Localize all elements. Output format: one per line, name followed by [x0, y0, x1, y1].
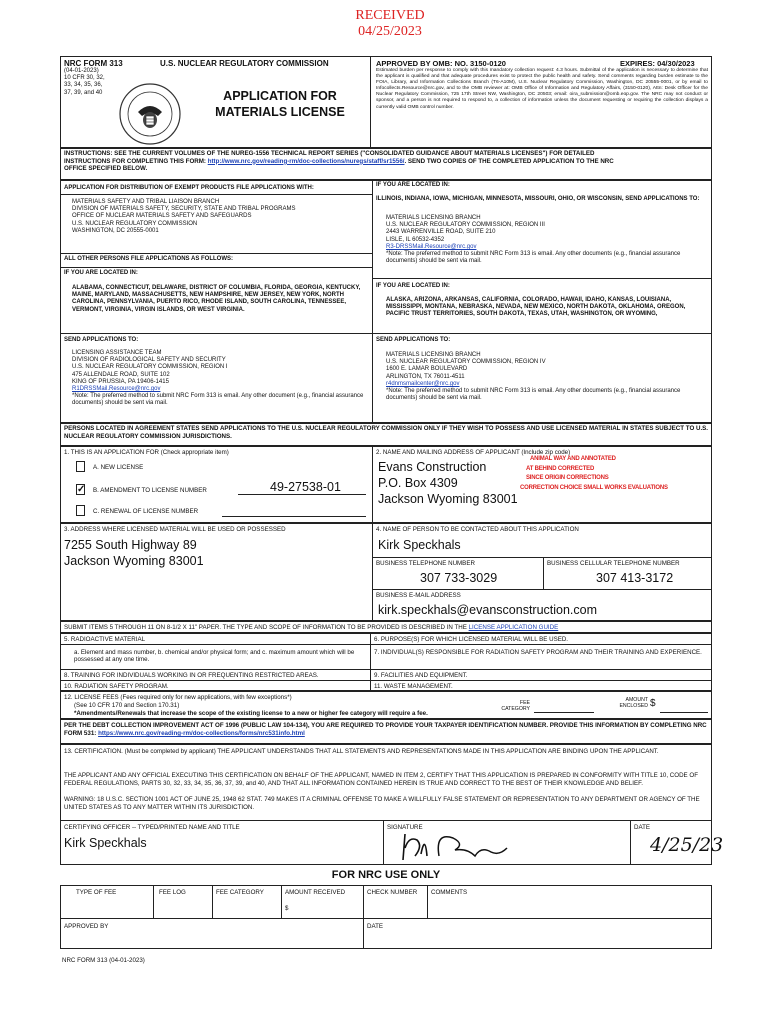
business-phone[interactable]: 307 733-3029 — [420, 571, 498, 585]
exempt-address: MATERIALS SAFETY AND TRIBAL LIAISON BRANCH DIVISION OF MATERIALS SAFETY, SECURITY, STATE AND TRIBAL PROGRAMS OFFICE OF NUCLEAR MATERIALS SAFETY AND SAFEGUARDS U.S. NUCLEAR REGULATORY COMMISSION WASHINGTON, DC 20555-0001 — [72, 199, 296, 234]
license-guide-link[interactable]: LICENSE APPLICATION GUIDE — [468, 624, 559, 631]
item5a-label: a. Element and mass number, b. chemical and/or physical form; and c. maximum amount which will be possessed at any one time. — [74, 649, 355, 663]
signature-image[interactable] — [395, 826, 535, 864]
item12-cfr: (See 10 CFR 170 and Section 170.31) — [74, 702, 180, 709]
fee-category-label: FEE CATEGORY — [501, 700, 530, 713]
item2-label: 2. NAME AND MAILING ADDRESS OF APPLICANT (Include zip code) — [376, 449, 571, 456]
omb-number: APPROVED BY OMB: NO. 3150-0120 — [376, 59, 506, 68]
send-heading-4: SEND APPLICATIONS TO: — [376, 337, 451, 343]
expires-date: EXPIRES: 04/30/2023 — [620, 59, 695, 68]
amendment-checkbox[interactable]: ✓ — [77, 484, 86, 495]
new-license-label: A. NEW LICENSE — [93, 464, 144, 471]
comments-label: COMMENTS — [431, 889, 468, 896]
nrc-date-label: DATE — [367, 923, 384, 930]
applicant-address-1[interactable]: P.O. Box 4309 — [378, 476, 458, 490]
located-heading-3: IF YOU ARE LOCATED IN: — [376, 182, 450, 188]
send-heading-1: SEND APPLICATIONS TO: — [64, 337, 139, 343]
region1-email[interactable]: R1DRSSMail.Resource@nrc.gov — [72, 386, 161, 393]
check-number-label: CHECK NUMBER — [367, 889, 418, 896]
debt-text: PER THE DEBT COLLECTION IMPROVEMENT ACT OF 1996 (PUBLIC LAW 104-134), YOU ARE REQUIRED TO PROVIDE YOUR TAXPAYER IDENTIFICATION NUMBER. PROVIDE THIS INFORMATION BY COMPLETING NRC FORM 531: https://www.nrc.gov/reading-rm/doc-collections/forms/nrc531info.html — [64, 722, 707, 737]
region4-states: ALASKA, ARIZONA, ARKANSAS, CALIFORNIA, COLORADO, HAWAII, IDAHO, KANSAS, LOUISIANA, MISSISSIPPI, MONTANA, NEBRASKA, NEVADA, NEW MEXICO, NORTH DAKOTA, OKLAHOMA, OREGON, PACIFIC TRUST TERRITORIES, SOUTH DAKOTA, TEXAS, UTAH, WASHINGTON, OR WYOMING, — [386, 297, 686, 318]
region3-email[interactable]: R3-DRSSMail.Resource@nrc.gov — [386, 243, 477, 250]
instructions-text: INSTRUCTIONS: SEE THE CURRENT VOLUMES OF THE NUREG-1556 TECHNICAL REPORT SERIES ("CONSOLIDATED GUIDANCE ABOUT MATERIALS LICENSES") FOR DETAILED INSTRUCTIONS FOR COMPLETING THIS FORM: http://www.nrc.gov/reading-rm/doc-collections/nuregs/staff/sr1556/. SEND TWO COPIES OF THE COMPLETED APPLICATION TO THE NRC OFFICE SPECIFIED BELOW. — [64, 150, 614, 173]
received-stamp — [330, 8, 450, 40]
contact-name[interactable]: Kirk Speckhals — [378, 538, 461, 552]
located-heading-4: IF YOU ARE LOCATED IN: — [376, 283, 450, 289]
item12-note: *Amendments/Renewals that increase the scope of the existing license to a new or higher fee category will require a fee. — [74, 710, 428, 717]
officer-name[interactable]: Kirk Speckhals — [64, 836, 147, 850]
item4-label: 4. NAME OF PERSON TO BE CONTACTED ABOUT THIS APPLICATION — [376, 526, 579, 533]
region3-note: *Note: The preferred method to submit NRC Form 313 is email. Any other documents (e.g., financial assurance documents) should be sent via mail. — [386, 251, 681, 265]
form-531-link[interactable]: https://www.nrc.gov/reading-rm/doc-collections/forms/nrc531info.html — [98, 730, 305, 737]
agency-name: U.S. NUCLEAR REGULATORY COMMISSION — [160, 59, 329, 68]
renewal-checkbox[interactable] — [76, 505, 85, 516]
item12-label: 12. LICENSE FEES (Fees required only for new applications, with few exceptions*) — [64, 694, 292, 701]
date-label: DATE — [634, 824, 651, 831]
region1-states: ALABAMA, CONNECTICUT, DELAWARE, DISTRICT OF COLUMBIA, FLORIDA, GEORGIA, KENTUCKY, MAINE, MARYLAND, MASSACHUSETTS, NEW HAMPSHIRE, NEW JERSEY, NEW YORK, NORTH CAROLINA, PENNSYLVANIA, PUERTO RICO, RHODE ISLAND, SOUTH CAROLINA, TENNESSEE, VERMONT, VIRGINIA, VIRGIN ISLANDS, OR WEST VIRGINIA. — [72, 285, 361, 313]
item6-label: 6. PURPOSE(S) FOR WHICH LICENSED MATERIAL WILL BE USED. — [374, 636, 569, 643]
amount-enclosed-label: AMOUNT ENCLOSED — [619, 697, 648, 710]
nrc-seal-icon — [118, 82, 182, 146]
cert-statement-1: 13. CERTIFICATION. (Must be completed by applicant) THE APPLICANT UNDERSTANDS THAT ALL STATEMENTS AND REPRESENTATIONS MADE IN THIS APPLICATION ARE BINDING UPON THE APPLICANT. — [64, 748, 659, 755]
cert-statement-2: THE APPLICANT AND ANY OFFICIAL EXECUTING THIS CERTIFICATION ON BEHALF OF THE APPLICANT, NAMED IN ITEM 2, CERTIFY THAT THIS APPLICATION IS PREPARED IN CONFORMITY WITH TITLE 10, CODE OF FEDERAL REGULATIONS, PARTS 30, 32, 33, 34, 35, 36, 37, 39, and 40, AND THAT ALL INFORMATION CONTAINED HEREIN IS TRUE AND CORRECT TO THE BEST OF THEIR KNOWLEDGE AND BELIEF. — [64, 772, 698, 787]
new-license-checkbox[interactable] — [76, 461, 85, 472]
applicant-name[interactable]: Evans Construction — [378, 460, 487, 474]
region3-address: MATERIALS LICENSING BRANCH U.S. NUCLEAR REGULATORY COMMISSION, REGION III 2443 WARRENVILLE ROAD, SUITE 210 LISLE, IL 60532-4352 R3-DRSSMail.Resource@nrc.gov *Note: The preferred method to submit NRC Form 313 is email. Any other documents (e.g., financial assurance documents) should be sent via mail. — [386, 215, 706, 265]
renewal-label: C. RENEWAL OF LICENSE NUMBER — [93, 508, 199, 515]
region1-address: LICENSING ASSISTANCE TEAM DIVISION OF RADIOLOGICAL SAFETY AND SECURITY U.S. NUCLEAR REGULATORY COMMISSION, REGION I 475 ALLENDALE ROAD, SUITE 102 KING OF PRUSSIA, PA 19406-1415 R1DRSSMail.Resource@nrc.gov *Note: The preferred method to submit NRC Form 313 is email. Any other document (e.g., financial assurance documents) should be sent via mail. — [72, 350, 364, 407]
received-date: 04/25/2023 — [358, 24, 422, 39]
amount-dollar: $ — [650, 698, 656, 709]
signature-label: SIGNATURE — [387, 824, 423, 831]
form-date: (04-01-2023) 10 CFR 30, 32, 33, 34, 35, 36, 37, 39, and 40 — [64, 68, 105, 96]
item5-label: 5. RADIOACTIVE MATERIAL — [64, 636, 146, 643]
region4-note: *Note: The preferred method to submit NRC Form 313 is email. Any other documents (e.g., financial assurance documents) should be sent via mail. — [386, 388, 681, 402]
applicant-scribble: ANIMAL WAY AND ANNOTATED AT BEHIND CORRECTED SINCE ORIGIN CORRECTIONS CORRECTION CHOICE SMALL WORKS EVALUATIONS — [520, 456, 668, 491]
business-phone-label: BUSINESS TELEPHONE NUMBER — [376, 560, 475, 567]
item11-label: 11. WASTE MANAGEMENT. — [374, 683, 453, 690]
use-address-2[interactable]: Jackson Wyoming 83001 — [64, 554, 204, 568]
use-address-1[interactable]: 7255 South Highway 89 — [64, 538, 197, 552]
cell-phone-label: BUSINESS CELLULAR TELEPHONE NUMBER — [547, 560, 680, 567]
submit-instructions: SUBMIT ITEMS 5 THROUGH 11 ON 8-1/2 X 11" PAPER. THE TYPE AND SCOPE OF INFORMATION TO BE PROVIDED IS DESCRIBED IN THE LICENSE APPLICATION GUIDE — [64, 624, 559, 631]
item8-label: 8. TRAINING FOR INDIVIDUALS WORKING IN OR FREQUENTING RESTRICTED AREAS. — [64, 672, 319, 679]
applicant-address-2[interactable]: Jackson Wyoming 83001 — [378, 492, 518, 506]
license-number[interactable]: 49-27538-01 — [270, 480, 341, 494]
fee-category-nrc-label: FEE CATEGORY — [216, 889, 264, 896]
received-label: RECEIVED — [355, 8, 425, 23]
email-label: BUSINESS E-MAIL ADDRESS — [376, 592, 461, 599]
officer-label: CERTIFYING OFFICER -- TYPED/PRINTED NAME AND TITLE — [64, 824, 240, 831]
item10-label: 10. RADIATION SAFETY PROGRAM. — [64, 683, 169, 690]
form-number: NRC FORM 313 — [64, 59, 123, 68]
nrc-use-title: FOR NRC USE ONLY — [331, 869, 441, 881]
item3-label: 3. ADDRESS WHERE LICENSED MATERIAL WILL BE USED OR POSSESSED — [64, 526, 286, 533]
region1-note: *Note: The preferred method to submit NRC Form 313 is email. Any other document (e.g., financial assurance documents) should be sent via mail. — [72, 393, 364, 407]
region4-address: MATERIALS LICENSING BRANCH U.S. NUCLEAR REGULATORY COMMISSION, REGION IV 1600 E. LAMAR BOULEVARD ARLINGTON, TX 76011-4511 r4dnmsmailcenter@nrc.gov *Note: The preferred method to submit NRC Form 313 is email. Any other documents (e.g., financial assurance documents) should be sent via mail. — [386, 352, 706, 402]
amount-received-label: AMOUNT RECEIVED — [285, 889, 346, 896]
form-title: APPLICATION FOR MATERIALS LICENSE — [215, 89, 345, 119]
cert-warning: WARNING: 18 U.S.C. SECTION 1001 ACT OF JUNE 25, 1948 62 STAT. 749 MAKES IT A CRIMINAL OFFENSE TO MAKE A WILLFULLY FALSE STATEMENT OR REPRESENTATION TO ANY DEPARTMENT OR AGENCY OF THE UNITED STATES AS TO ANY MATTER WITHIN ITS JURISDICTION. — [64, 796, 700, 811]
burden-statement: Estimated burden per response to comply with this mandatory collection request: 4.3 hours. Submittal of the application is necessary to determine that the applicant is qualified and that adequate procedures exist to protect the public health and safety. Send comments regarding burden estimate to the FOIA, Library, and Information Collections Branch (T6-A10M), U.S. Nuclear Regulatory Commission, Washington, DC 20555-0001, or by email to Infocollects.Resource@nrc.gov, and to the OMB reviewer at: OMB Office of Information and Regulatory Affairs, (3150-0120), Attn: Desk Officer for the Nuclear Regulatory Commission, 725 17th Street NW, Washington, DC 20503; email: oira_submission@omb.eop.gov. The NRC may not conduct or sponsor, and a person is not required to respond to, a collection of information unless the document requesting or requiring the collection displays a currently valid OMB control number. — [376, 68, 708, 110]
item9-label: 9. FACILITIES AND EQUIPMENT. — [374, 672, 468, 679]
agreement-text: PERSONS LOCATED IN AGREEMENT STATES SEND APPLICATIONS TO THE U.S. NUCLEAR REGULATORY COMMISSION ONLY IF THEY WISH TO POSSESS AND USE LICENSED MATERIAL IN STATES SUBJECT TO U.S. NUCLEAR REGULATORY COMMISSION JURISDICTIONS. — [64, 425, 709, 440]
exempt-heading: APPLICATION FOR DISTRIBUTION OF EXEMPT PRODUCTS FILE APPLICATIONS WITH: — [64, 185, 314, 191]
item7-label: 7. INDIVIDUAL(S) RESPONSIBLE FOR RADIATION SAFETY PROGRAM AND THEIR TRAINING AND EXPERIENCE. — [374, 649, 702, 656]
other-heading: ALL OTHER PERSONS FILE APPLICATIONS AS FOLLOWS: — [64, 256, 234, 262]
located-heading-1: IF YOU ARE LOCATED IN: — [64, 270, 138, 276]
region3-states: ILLINOIS, INDIANA, IOWA, MICHIGAN, MINNESOTA, MISSOURI, OHIO, OR WISCONSIN, SEND APPLICATIONS TO: — [376, 196, 700, 202]
approved-by-label: APPROVED BY — [64, 923, 109, 930]
region4-email[interactable]: r4dnmsmailcenter@nrc.gov — [386, 380, 460, 387]
type-of-fee-label: TYPE OF FEE — [76, 889, 117, 896]
cell-phone[interactable]: 307 413-3172 — [596, 571, 674, 585]
cert-date[interactable]: 4/25/23 — [650, 834, 724, 856]
amendment-label: B. AMENDMENT TO LICENSE NUMBER — [93, 487, 207, 494]
item1-label: 1. THIS IS AN APPLICATION FOR (Check appropriate item) — [64, 449, 229, 456]
amount-received-dollar: $ — [285, 905, 289, 912]
contact-email[interactable]: kirk.speckhals@evansconstruction.com — [378, 603, 598, 617]
nureg-link[interactable]: http://www.nrc.gov/reading-rm/doc-collections/nuregs/staff/sr1556/ — [207, 157, 405, 165]
fee-log-label: FEE LOG — [159, 889, 186, 896]
footer-form-id: NRC FORM 313 (04-01-2023) — [62, 957, 145, 964]
